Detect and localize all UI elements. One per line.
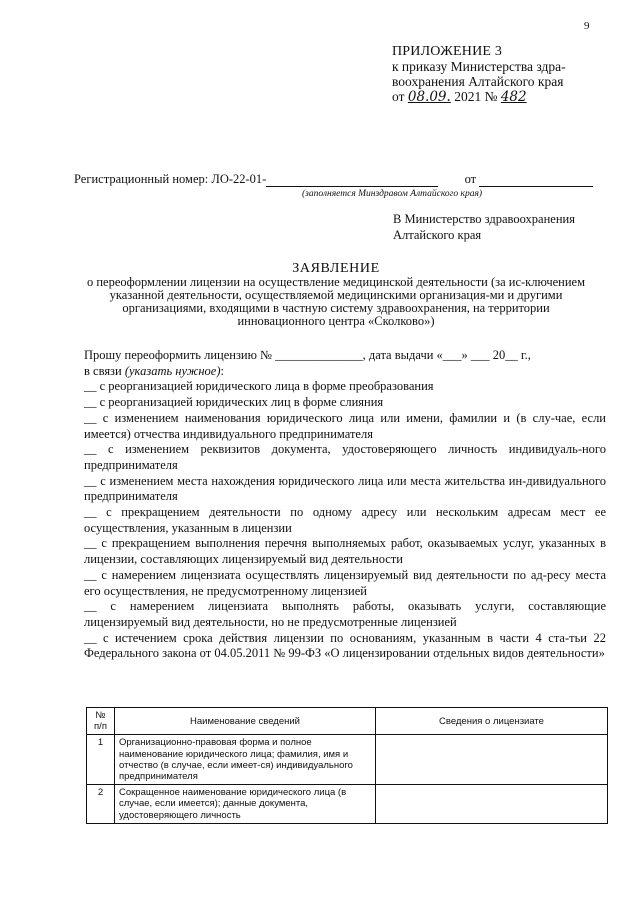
row-number: 2	[87, 785, 115, 824]
option-item[interactable]: __ с изменением реквизитов документа, удостоверяющего личность индивидуаль-ного предпринимателя	[84, 442, 606, 472]
table-row	[87, 785, 608, 824]
header-number: № п/п	[87, 708, 115, 735]
option-item[interactable]: __ с реорганизацией юридических лиц в форме слияния	[84, 395, 384, 410]
application-body	[84, 348, 606, 662]
request-line: Прошу переоформить лицензию № ______________, дата выдачи «___» ___ 20__ г.,	[84, 348, 531, 362]
option-item[interactable]: __ с истечением срока действия лицензии по основаниям, указанным в части 4 ста-тьи 22 Федерального закона от 04.05.2011 № 99-ФЗ «О лицензировании отдельных видов деятельности»	[84, 630, 606, 661]
appendix-title: ПРИЛОЖЕНИЕ 3	[392, 44, 503, 59]
licensee-info-table	[86, 707, 608, 824]
registration-line	[74, 172, 593, 187]
row-name: Организационно-правовая форма и полное наименование юридического лица; фамилия, имя и отчество (в случае, если имеет-ся) индивидуального предпринимателя	[115, 735, 376, 785]
in-connection-line: в связи (указать нужное):	[84, 363, 225, 378]
registration-note: (заполняется Минздравом Алтайского края)	[302, 189, 483, 199]
document-subheading: о переоформлении лицензии на осуществление медицинской деятельности (за ис-ключением указанной деятельности, осуществляемой медицинскими организация-ми и другими организациями, входящими в частную систему здравоохранения, на территории инновационного центра «Сколково»)	[86, 275, 586, 328]
header-name: Наименование сведений	[115, 708, 376, 735]
option-item[interactable]: __ с прекращением деятельности по одному адресу или нескольким адресам мест ее осуществления, указанным в лицензии	[84, 505, 606, 535]
date-handwritten: 08.09.	[407, 89, 451, 105]
appendix-date-line	[392, 89, 566, 105]
option-item[interactable]: __ с намерением лицензиата осуществлять лицензируемый вид деятельности по ад-ресу места его осуществления, не предусмотренному лицензией	[84, 567, 606, 598]
appendix-line-2: воохранения Алтайского края	[392, 74, 564, 89]
row-value-cell[interactable]	[376, 735, 608, 785]
date-prefix: от	[392, 89, 405, 104]
option-item[interactable]: __ с намерением лицензиата выполнять работы, оказывать услуги, составляющие лицензируемый вид деятельности, но не предусмотренные лицензией	[84, 599, 606, 629]
table-header-row	[87, 708, 608, 735]
page-number: 9	[584, 20, 590, 32]
addressee-block	[393, 211, 575, 243]
registration-from-label: от	[464, 172, 477, 186]
registration-label: Регистрационный номер: ЛО-22-01-	[74, 172, 267, 186]
option-item[interactable]: __ с реорганизацией юридического лица в форме преобразования	[84, 379, 434, 394]
year-label: 2021 №	[454, 89, 498, 104]
appendix-block	[392, 44, 566, 105]
option-item[interactable]: __ с изменением наименования юридического лица или имени, фамилии и (в слу-чае, если имеется) отчества индивидуального предпринимателя	[84, 410, 606, 441]
row-value-cell[interactable]	[376, 785, 608, 824]
addressee-line-1: В Министерство здравоохранения	[393, 212, 575, 226]
registration-number-blank[interactable]	[266, 174, 438, 187]
option-item[interactable]: __ с изменением места нахождения юридического лица или места жительства ин-дивидуального предпринимателя	[84, 473, 606, 504]
registration-date-blank[interactable]	[479, 174, 593, 187]
row-name: Сокращенное наименование юридического лица (в случае, если имеется); данные документа, удостоверяющего личность	[115, 785, 376, 824]
table-row	[87, 735, 608, 785]
appendix-line-1: к приказу Министерства здра-	[392, 59, 566, 74]
addressee-line-2: Алтайского края	[393, 228, 482, 242]
option-item[interactable]: __ с прекращением выполнения перечня выполняемых работ, оказываемых услуг, указанных в лицензии, составляющих лицензируемый вид деятельности	[84, 536, 606, 567]
order-number-handwritten: 482	[500, 89, 527, 105]
header-value: Сведения о лицензиате	[376, 708, 608, 735]
specify-note: (указать нужное)	[124, 363, 221, 378]
row-number: 1	[87, 735, 115, 785]
document-heading: ЗАЯВЛЕНИЕ	[292, 261, 380, 276]
